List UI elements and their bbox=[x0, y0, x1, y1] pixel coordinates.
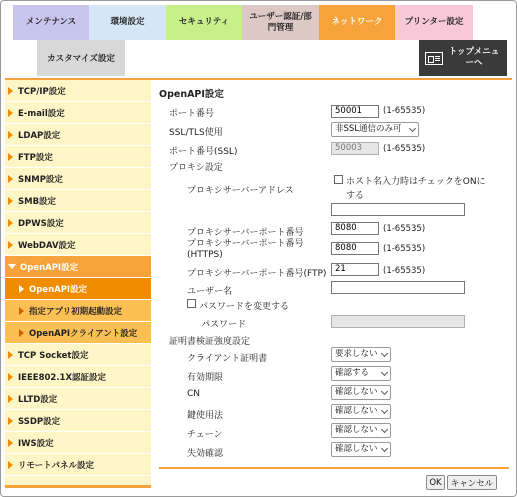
chevron-down-icon bbox=[381, 369, 388, 376]
sidebar-item-label: E-mail設定 bbox=[18, 108, 65, 119]
client-cert-value: 要求しない bbox=[335, 349, 378, 359]
top-menu-label: トップメニューへ bbox=[448, 46, 500, 68]
triangle-right-icon bbox=[19, 307, 24, 315]
proxy-address-label: プロキシサーバーアドレス bbox=[187, 186, 294, 196]
triangle-right-icon bbox=[8, 153, 13, 161]
proxy-port-https-range: (1-65535) bbox=[383, 244, 426, 254]
key-usage-label: 鍵使用法 bbox=[187, 411, 224, 421]
menu-icon bbox=[425, 52, 443, 65]
sidebar-item-label: 指定アプリ初期起動設定 bbox=[29, 306, 123, 317]
sidebar-item[interactable] bbox=[5, 300, 151, 322]
tab-environment[interactable]: 環境設定 bbox=[89, 5, 166, 40]
key-usage-value: 確認しない bbox=[335, 406, 378, 416]
sidebar-item-label: OpenAPIクライアント設定 bbox=[29, 328, 138, 339]
tab-security[interactable]: セキュリティ bbox=[166, 5, 242, 40]
chevron-down-icon bbox=[381, 445, 388, 452]
sidebar bbox=[5, 80, 151, 485]
triangle-right-icon bbox=[8, 373, 13, 381]
change-password-label: パスワードを変更する bbox=[199, 302, 290, 312]
tab-maintenance[interactable]: メンテナンス bbox=[13, 5, 89, 40]
username-input[interactable] bbox=[331, 281, 465, 294]
sidebar-item[interactable] bbox=[5, 168, 151, 190]
chain-label: チェーン bbox=[187, 430, 223, 440]
sidebar-item[interactable] bbox=[5, 366, 151, 388]
sidebar-item[interactable] bbox=[5, 190, 151, 212]
ssl-select-value: 非SSL通信のみ可 bbox=[335, 124, 402, 134]
triangle-down-icon bbox=[8, 264, 16, 269]
ssl-select[interactable] bbox=[331, 122, 419, 137]
key-usage-select[interactable] bbox=[331, 404, 391, 419]
triangle-right-icon bbox=[8, 439, 13, 447]
proxy-address-input[interactable] bbox=[331, 203, 465, 216]
content-divider bbox=[159, 467, 509, 469]
sidebar-item-label: OpenAPI設定 bbox=[20, 262, 79, 273]
triangle-right-icon bbox=[8, 109, 13, 117]
proxy-port-ftp-range: (1-65535) bbox=[383, 266, 426, 276]
validity-select[interactable] bbox=[331, 366, 391, 381]
password-input bbox=[331, 315, 465, 328]
triangle-right-icon bbox=[8, 131, 13, 139]
triangle-right-icon bbox=[8, 87, 13, 95]
page-title: OpenAPI設定 bbox=[159, 89, 224, 100]
port-ssl-label: ポート番号(SSL) bbox=[169, 147, 238, 157]
triangle-right-icon bbox=[8, 219, 13, 227]
sidebar-bottom-line bbox=[5, 485, 151, 488]
host-name-check-label: ホスト名入力時はチェックをONにする bbox=[346, 177, 486, 201]
sidebar-item[interactable] bbox=[5, 80, 151, 102]
chain-select[interactable] bbox=[331, 423, 391, 438]
sidebar-item-label: LDAP設定 bbox=[18, 130, 61, 141]
tab-customize[interactable]: カスタマイズ設定 bbox=[37, 40, 125, 76]
validity-label: 有効期限 bbox=[187, 373, 224, 383]
sidebar-item[interactable] bbox=[5, 388, 151, 410]
triangle-right-icon bbox=[8, 241, 13, 249]
port-label: ポート番号 bbox=[169, 109, 215, 119]
sidebar-item[interactable] bbox=[5, 212, 151, 234]
tab-printer[interactable]: プリンター設定 bbox=[395, 5, 473, 40]
chevron-down-icon bbox=[381, 388, 388, 395]
sidebar-item[interactable] bbox=[5, 234, 151, 256]
ssl-label: SSL/TLS使用 bbox=[169, 128, 223, 138]
revocation-select[interactable] bbox=[331, 442, 391, 457]
tab-network[interactable]: ネットワーク bbox=[319, 5, 395, 40]
sidebar-item[interactable] bbox=[5, 432, 151, 454]
triangle-right-icon bbox=[8, 351, 13, 359]
triangle-right-icon bbox=[19, 329, 24, 337]
cn-value: 確認しない bbox=[335, 387, 378, 397]
chevron-down-icon bbox=[409, 125, 416, 132]
chevron-down-icon bbox=[381, 350, 388, 357]
sidebar-item[interactable] bbox=[5, 102, 151, 124]
sidebar-item-label: SMB設定 bbox=[18, 196, 57, 207]
chevron-down-icon bbox=[381, 426, 388, 433]
host-name-checkbox[interactable] bbox=[334, 175, 343, 184]
proxy-port-ftp-label: プロキシサーバーポート番号(FTP) bbox=[187, 269, 327, 279]
proxy-port-range: (1-65535) bbox=[383, 224, 426, 234]
sidebar-item[interactable] bbox=[5, 146, 151, 168]
sidebar-item[interactable] bbox=[5, 344, 151, 366]
revocation-label: 失効確認 bbox=[187, 449, 224, 459]
sidebar-item[interactable] bbox=[5, 410, 151, 432]
sub-tab-bar bbox=[13, 40, 507, 76]
proxy-port-https-input[interactable]: 8080 bbox=[331, 242, 379, 255]
cn-select[interactable] bbox=[331, 385, 391, 400]
cancel-button[interactable]: キャンセル bbox=[447, 475, 497, 490]
sidebar-item-label: TCP Socket設定 bbox=[18, 350, 89, 361]
port-ssl-range: (1-65535) bbox=[383, 144, 426, 154]
ok-button[interactable]: OK bbox=[426, 475, 445, 490]
cn-label: CN bbox=[187, 389, 201, 399]
sidebar-item-label: リモートパネル設定 bbox=[18, 460, 94, 471]
sidebar-item-label: SNMP設定 bbox=[18, 174, 63, 185]
port-ssl-input: 50003 bbox=[331, 142, 379, 155]
password-label: パスワード bbox=[201, 320, 247, 330]
chain-value: 確認しない bbox=[335, 425, 378, 435]
proxy-section-label: プロキシ設定 bbox=[169, 163, 223, 173]
change-password-checkbox[interactable] bbox=[187, 299, 196, 308]
sidebar-item-label: OpenAPI設定 bbox=[29, 284, 88, 295]
sidebar-item-label: TCP/IP設定 bbox=[18, 86, 66, 97]
sidebar-item-label: FTP設定 bbox=[18, 152, 53, 163]
sidebar-item[interactable] bbox=[5, 124, 151, 146]
sidebar-item[interactable] bbox=[5, 454, 151, 476]
tab-user-auth[interactable]: ユーザー認証/部門管理 bbox=[242, 5, 319, 40]
cert-section-label: 証明書検証強度設定 bbox=[169, 337, 251, 347]
sidebar-item-label: SSDP設定 bbox=[18, 416, 61, 427]
client-cert-label: クライアント証明書 bbox=[187, 354, 268, 364]
proxy-port-label: プロキシサーバーポート番号 bbox=[187, 228, 304, 238]
triangle-right-icon bbox=[8, 395, 13, 403]
top-menu-button[interactable] bbox=[419, 40, 507, 76]
validity-value: 確認する bbox=[335, 368, 370, 378]
proxy-port-input[interactable]: 8080 bbox=[331, 222, 379, 235]
port-input[interactable]: 50001 bbox=[331, 105, 379, 118]
sidebar-item-label: DPWS設定 bbox=[18, 218, 64, 229]
sidebar-item-label: IWS設定 bbox=[18, 438, 54, 449]
port-range: (1-65535) bbox=[383, 106, 426, 116]
sidebar-item[interactable] bbox=[5, 278, 151, 300]
proxy-port-https-label: プロキシサーバーポート番号(HTTPS) bbox=[187, 239, 304, 260]
sidebar-item-label: LLTD設定 bbox=[18, 394, 58, 405]
username-label: ユーザー名 bbox=[187, 287, 233, 297]
chevron-down-icon bbox=[381, 407, 388, 414]
triangle-right-icon bbox=[8, 461, 13, 469]
sidebar-item[interactable] bbox=[5, 322, 151, 344]
sidebar-item-label: IEEE802.1X認証設定 bbox=[18, 372, 107, 383]
triangle-right-icon bbox=[19, 285, 24, 293]
revocation-value: 確認しない bbox=[335, 444, 378, 454]
triangle-right-icon bbox=[8, 417, 13, 425]
triangle-right-icon bbox=[8, 197, 13, 205]
client-cert-select[interactable] bbox=[331, 347, 391, 362]
proxy-port-ftp-input[interactable]: 21 bbox=[331, 263, 379, 276]
triangle-right-icon bbox=[8, 175, 13, 183]
top-tab-bar bbox=[13, 5, 507, 40]
sidebar-item-label: WebDAV設定 bbox=[18, 240, 76, 251]
sidebar-item[interactable] bbox=[5, 256, 151, 278]
